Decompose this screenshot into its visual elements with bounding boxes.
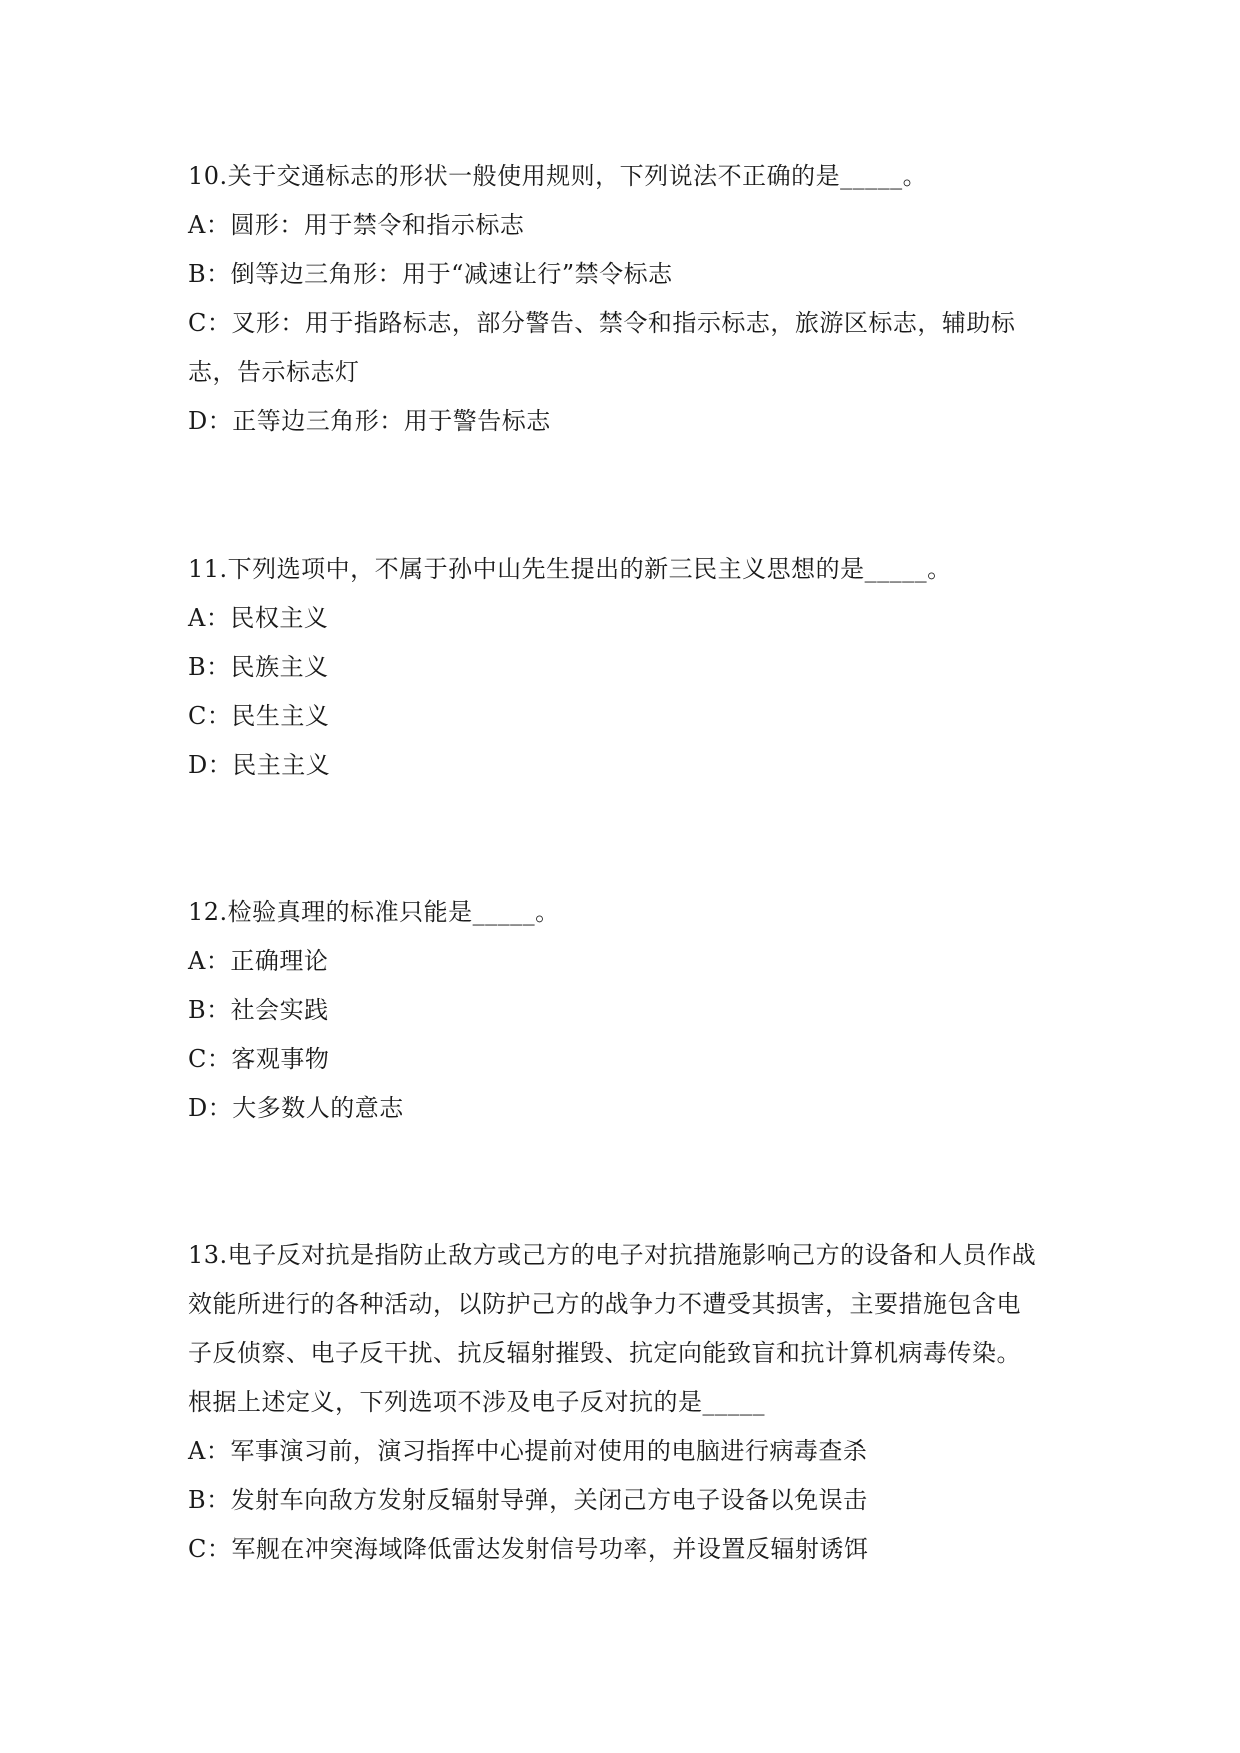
option-c: C：民生主义 — [188, 702, 330, 730]
option-c — [188, 299, 1068, 397]
option-c: C：军舰在冲突海域降低雷达发射信号功率，并设置反辐射诱饵 — [188, 1535, 869, 1563]
question-stem-line-2: 效能所进行的各种活动，以防护己方的战争力不遭受其损害，主要措施包含电 — [188, 1290, 1021, 1318]
option-d: D：民主主义 — [188, 751, 331, 779]
option-b: B：社会实践 — [188, 996, 329, 1024]
option-b: B：民族主义 — [188, 653, 329, 681]
question-stem: 12.检验真理的标准只能是_____。 — [188, 898, 560, 926]
question-stem: 11.下列选项中，不属于孙中山先生提出的新三民主义思想的是_____。 — [188, 555, 952, 583]
spacer — [188, 790, 1068, 888]
option-c: C：客观事物 — [188, 1045, 330, 1073]
option-b: B：发射车向敌方发射反辐射导弹，关闭己方电子设备以免误击 — [188, 1486, 868, 1514]
question-11 — [188, 545, 1068, 790]
option-a: A：正确理论 — [188, 947, 329, 975]
question-stem-line-1: 13.电子反对抗是指防止敌方或己方的电子对抗措施影响己方的设备和人员作战 — [188, 1241, 1037, 1269]
option-a: A：军事演习前，演习指挥中心提前对使用的电脑进行病毒查杀 — [188, 1437, 868, 1465]
question-stem-line-3: 子反侦察、电子反干扰、抗反辐射摧毁、抗定向能致盲和抗计算机病毒传染。 — [188, 1339, 1021, 1367]
option-c-line-2: 志，告示标志灯 — [188, 358, 360, 386]
document-page — [188, 152, 1068, 1574]
option-a: A：圆形：用于禁令和指示标志 — [188, 211, 525, 239]
option-c-line-1: C：叉形：用于指路标志，部分警告、禁令和指示标志，旅游区标志，辅助标 — [188, 309, 1016, 337]
question-stem-line-4: 根据上述定义，下列选项不涉及电子反对抗的是_____ — [188, 1388, 765, 1416]
option-a: A：民权主义 — [188, 604, 329, 632]
spacer — [188, 1133, 1068, 1231]
question-12 — [188, 888, 1068, 1133]
spacer — [188, 446, 1068, 545]
question-13 — [188, 1231, 1068, 1574]
option-d: D：大多数人的意志 — [188, 1094, 404, 1122]
question-stem — [188, 1231, 1068, 1427]
question-10 — [188, 152, 1068, 446]
option-d: D：正等边三角形：用于警告标志 — [188, 407, 551, 435]
question-stem: 10.关于交通标志的形状一般使用规则，下列说法不正确的是_____。 — [188, 162, 928, 190]
option-b: B：倒等边三角形：用于“减速让行”禁令标志 — [188, 260, 673, 288]
